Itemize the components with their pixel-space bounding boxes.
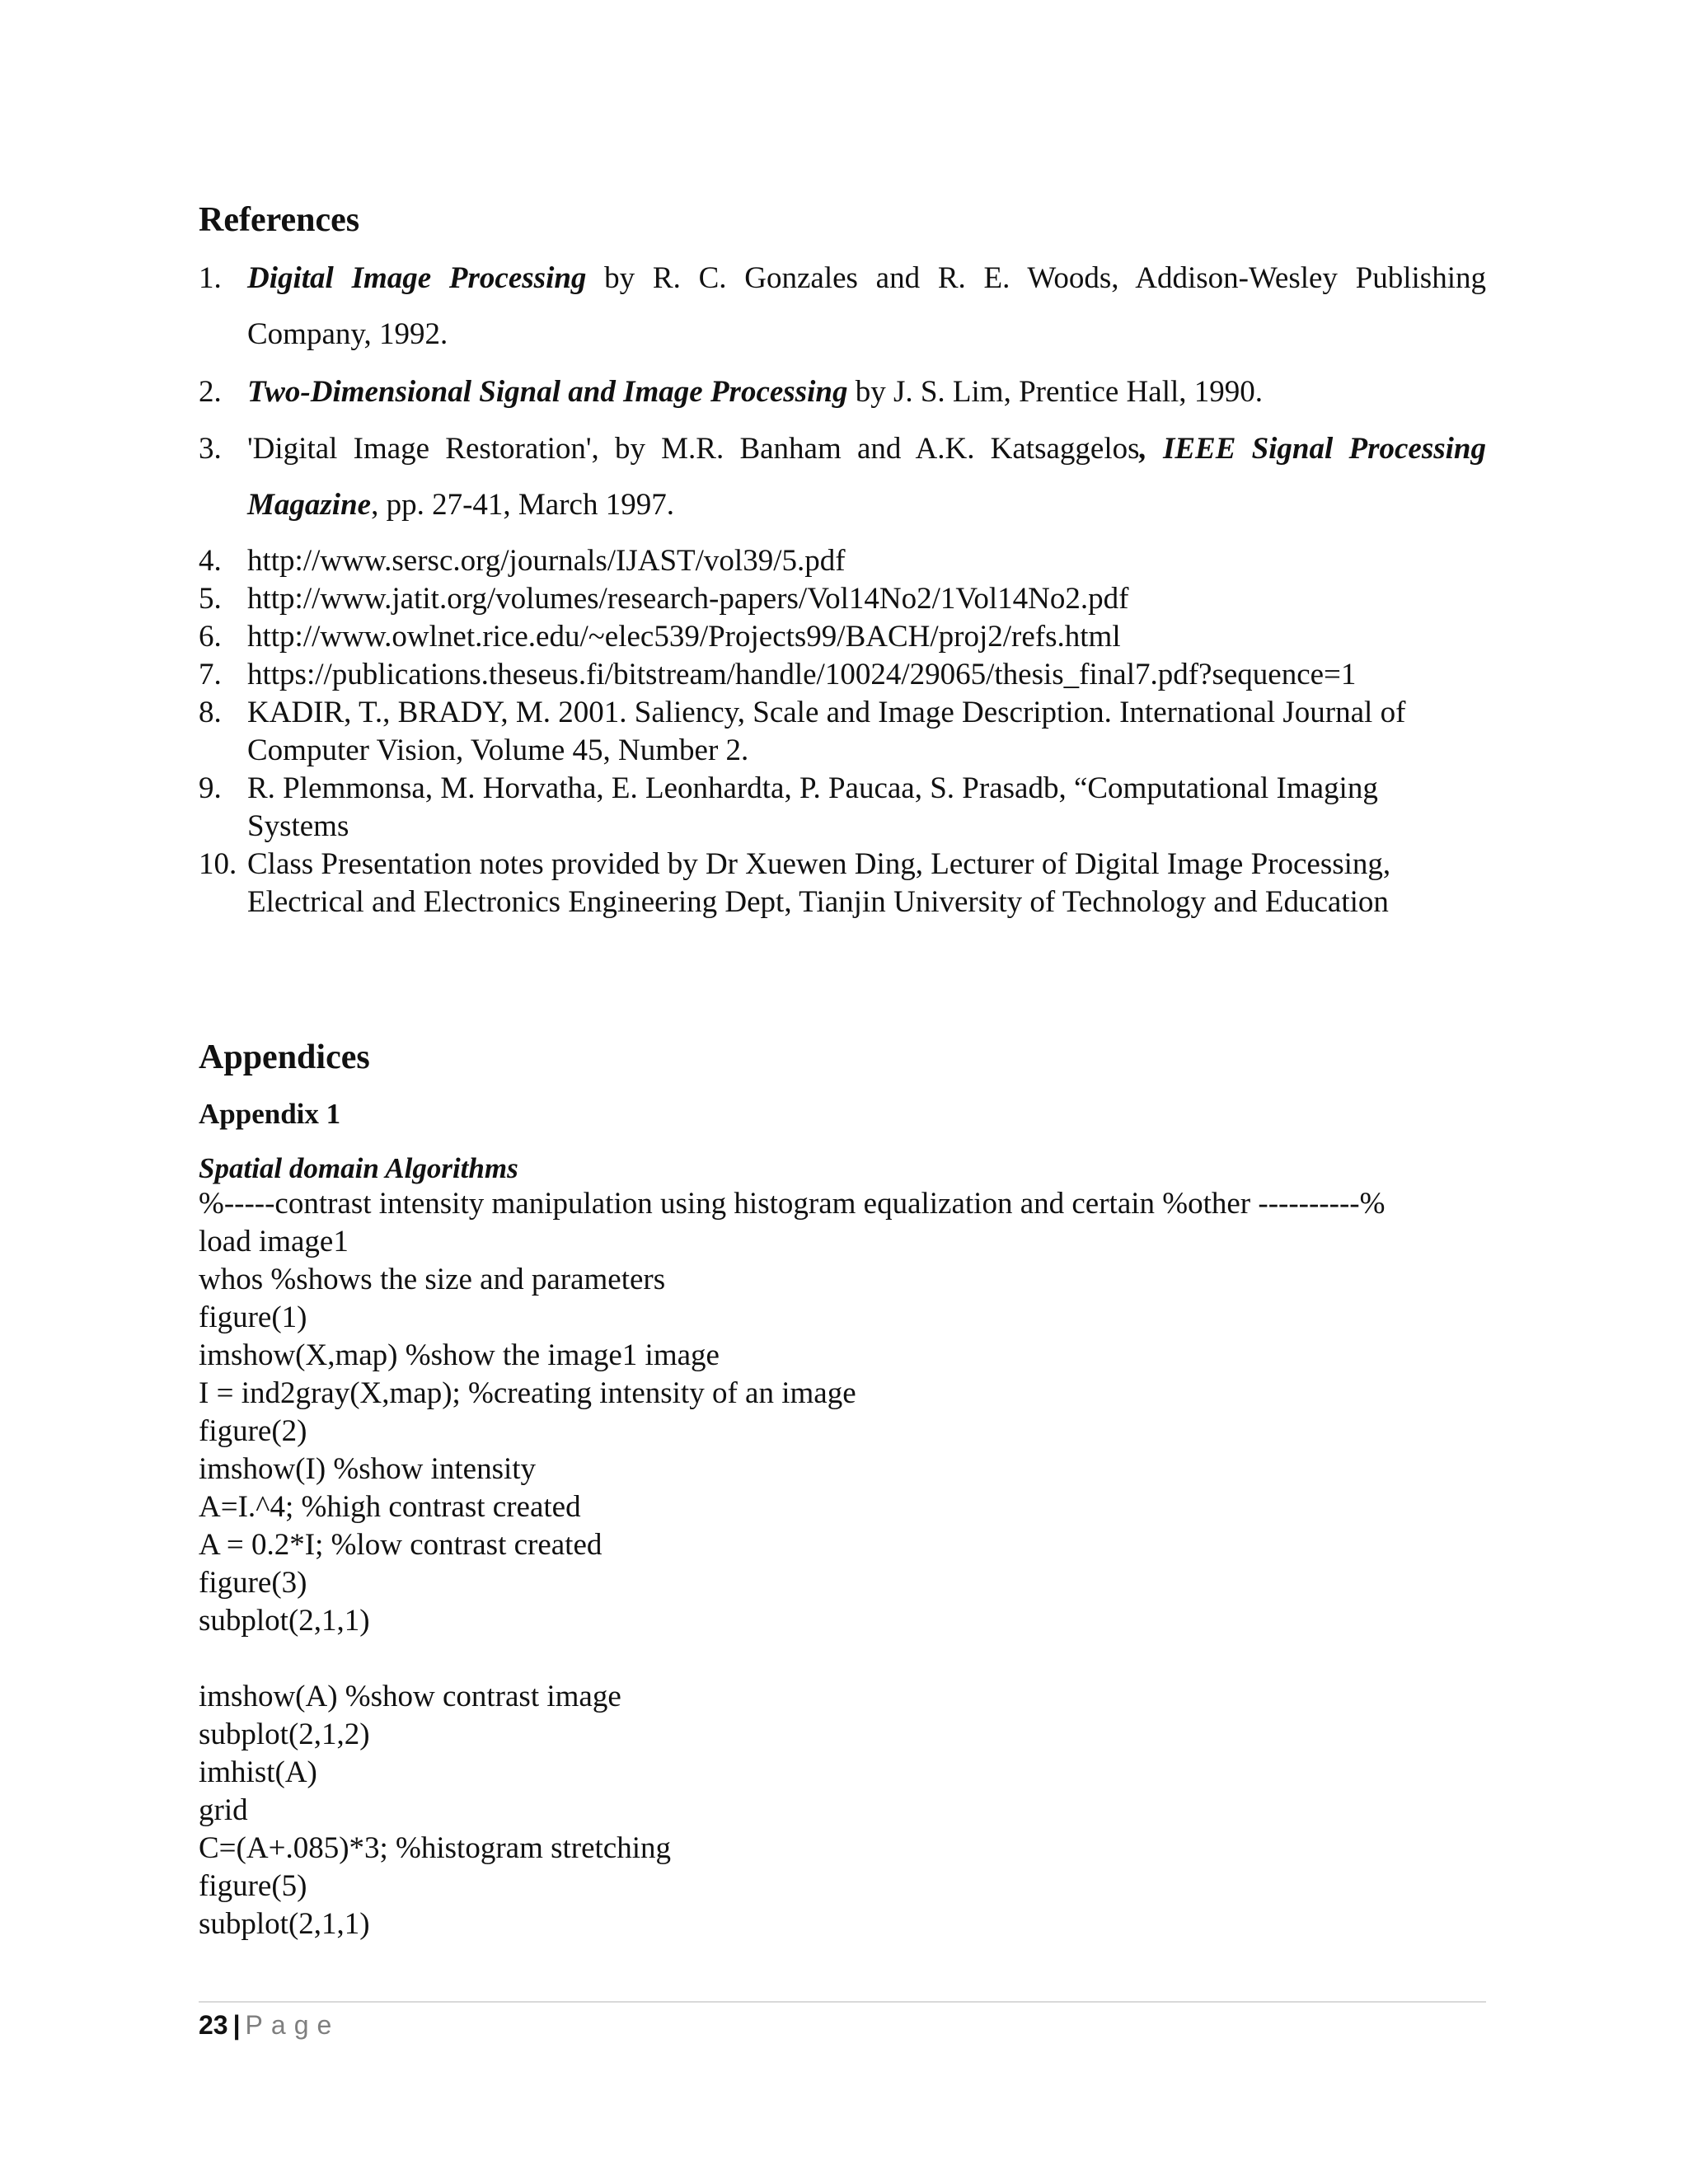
reference-title: 'Digital Image Restoration', by M.R. Banham and A.K. Katsaggelos [247, 432, 1140, 466]
reference-title: Digital Image Processing [247, 261, 587, 295]
reference-item [199, 364, 1486, 420]
code-line: A=I.^4; %high contrast created [199, 1490, 581, 1524]
footer-separator: | [232, 2010, 241, 2040]
reference-details: , pp. 27-41, March 1997. [371, 488, 674, 522]
code-line: figure(1) [199, 1301, 307, 1334]
reference-item [199, 251, 1486, 363]
page-word: Page [245, 2010, 340, 2040]
reference-number: 2. [199, 375, 222, 409]
reference-text: https://publications.theseus.fi/bitstream/handle/10024/29065/thesis_final7.pdf?sequence=1 [247, 658, 1357, 691]
reference-number: 9. [199, 771, 222, 805]
code-listing [199, 1185, 1486, 1943]
section-title: Spatial domain Algorithms [199, 1152, 518, 1184]
code-line: A = 0.2*I; %low contrast created [199, 1528, 603, 1562]
appendices-heading: Appendices [199, 1038, 370, 1076]
code-line: figure(5) [199, 1869, 307, 1903]
reference-text [247, 421, 1486, 533]
reference-text [247, 364, 1486, 420]
reference-number: 3. [199, 432, 222, 466]
reference-number: 4. [199, 544, 222, 578]
reference-details: by J. S. Lim, Prentice Hall, 1990. [847, 375, 1264, 409]
reference-text [247, 251, 1486, 363]
reference-number: 6. [199, 620, 222, 654]
reference-number: 5. [199, 582, 222, 616]
reference-item [199, 846, 1486, 921]
reference-journal: , IEEE Signal Processing Magazine [247, 432, 1486, 522]
code-line: subplot(2,1,2) [199, 1718, 370, 1751]
reference-text: R. Plemmonsa, M. Horvatha, E. Leonhardta, P. Paucaa, S. Prasadb, “Computational Imaging Systems [247, 771, 1378, 843]
reference-text: KADIR, T., BRADY, M. 2001. Saliency, Scale and Image Description. International Journal of Computer Vision, Volume 45, Number 2. [247, 696, 1406, 767]
reference-text: Class Presentation notes provided by Dr Xuewen Ding, Lecturer of Digital Image Processing, Electrical and Electronics Engineering Dept, Tianjin University of Technology and Education [247, 847, 1391, 919]
reference-number: 1. [199, 261, 222, 295]
code-blank-line [199, 1640, 1486, 1678]
code-line: imshow(X,map) %show the image1 image [199, 1338, 720, 1372]
references-heading: References [199, 201, 360, 239]
code-line: figure(2) [199, 1414, 307, 1448]
reference-item [199, 542, 1486, 580]
code-line: whos %shows the size and parameters [199, 1263, 666, 1296]
reference-item [199, 618, 1486, 656]
reference-text: http://www.owlnet.rice.edu/~elec539/Projects99/BACH/proj2/refs.html [247, 620, 1121, 654]
code-line: C=(A+.085)*3; %histogram stretching [199, 1831, 672, 1865]
reference-item [199, 580, 1486, 618]
reference-details: by R. C. Gonzales and R. E. Woods, Addison-Wesley Publishing Company, 1992. [247, 261, 1486, 351]
code-line: imshow(I) %show intensity [199, 1452, 537, 1486]
reference-title: Two-Dimensional Signal and Image Processing [247, 375, 848, 409]
code-line: subplot(2,1,1) [199, 1604, 370, 1638]
code-line: figure(3) [199, 1566, 307, 1600]
code-line: grid [199, 1793, 248, 1827]
reference-text: http://www.jatit.org/volumes/research-papers/Vol14No2/1Vol14No2.pdf [247, 582, 1129, 616]
reference-number: 8. [199, 696, 222, 729]
code-line: %-----contrast intensity manipulation using histogram equalization and certain %other ----------% [199, 1187, 1386, 1221]
appendix-title: Appendix 1 [199, 1098, 341, 1130]
reference-item [199, 656, 1486, 694]
reference-item [199, 421, 1486, 533]
reference-number: 10. [199, 847, 237, 881]
reference-number: 7. [199, 658, 222, 691]
code-line: imshow(A) %show contrast image [199, 1680, 621, 1713]
code-line: load image1 [199, 1225, 349, 1258]
code-line: imhist(A) [199, 1755, 317, 1789]
document-page [199, 0, 1486, 2184]
page-footer [199, 2008, 340, 2042]
code-line: subplot(2,1,1) [199, 1907, 370, 1941]
footer-divider [199, 2001, 1486, 2003]
reference-item [199, 770, 1486, 846]
page-number: 23 [199, 2010, 228, 2040]
reference-item [199, 694, 1486, 770]
code-line: I = ind2gray(X,map); %creating intensity of an image [199, 1376, 856, 1410]
reference-text: http://www.sersc.org/journals/IJAST/vol39/5.pdf [247, 544, 846, 578]
